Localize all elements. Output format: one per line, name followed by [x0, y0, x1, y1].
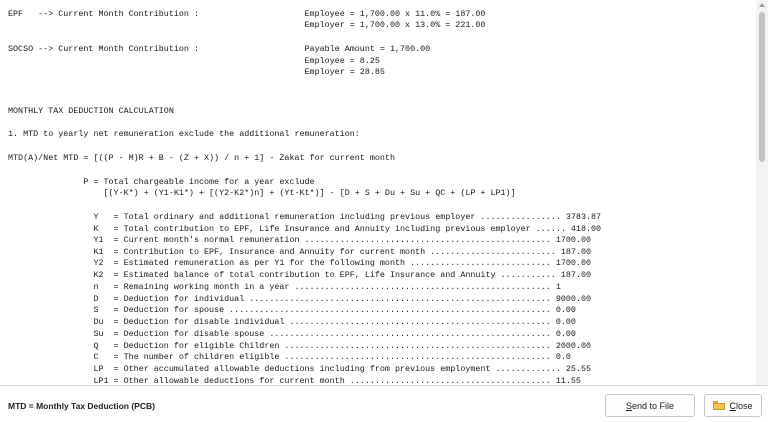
report-line: D = Deduction for individual ............................................................ 9000.00	[8, 294, 591, 304]
report-line: [(Y-K*) + (Y1-K1*) + [(Y2-K2*)n] + (Yt-Kt*)] - [D + S + Du + Su + QC + (LP + LP1)]	[8, 188, 516, 198]
close-button-mnemonic: C	[729, 400, 736, 411]
send-button-label: end to File	[631, 400, 675, 411]
report-line: Y1 = Current month's normal remuneration ................................................. 1700.00	[8, 235, 591, 245]
report-line: Q = Deduction for eligible Children ..................................................... 2000.00	[8, 341, 591, 351]
report-line: Employee = 8.25	[8, 56, 380, 66]
report-line: K1 = Contribution to EPF, Insurance and Annuity for current month ......................... 187.00	[8, 247, 591, 257]
close-button[interactable]	[704, 394, 762, 417]
report-line: Employer = 28.85	[8, 67, 385, 77]
report-line: 1. MTD to yearly net remuneration exclude the additional remuneration:	[8, 129, 360, 139]
folder-icon	[713, 401, 725, 410]
footer-bar	[0, 386, 768, 422]
report-line: Du = Deduction for disable individual .................................................... 0.00	[8, 317, 576, 327]
report-line: K2 = Estimated balance of total contribution to EPF, Life Insurance and Annuity ........... 187.00	[8, 270, 591, 280]
send-button-mnemonic: S	[625, 400, 632, 411]
report-line: LP1 = Other allowable deductions for current month ........................................ 11.55	[8, 376, 581, 385]
report-line: LP = Other accumulated allowable deductions including from previous employment ............. 25.55	[8, 364, 591, 374]
close-button-label: lose	[735, 400, 753, 411]
report-line: S = Deduction for spouse ................................................................ 0.00	[8, 305, 576, 315]
report-line: EPF --> Current Month Contribution : Employee = 1,700.00 x 11.0% = 187.00	[8, 9, 486, 19]
report-line: SOCSO --> Current Month Contribution : Payable Amount = 1,700.00	[8, 44, 431, 54]
report-line: MTD(A)/Net MTD = [((P - M)R + B - (Z + X)) / n + 1] - Zakat for current month	[8, 153, 395, 163]
report-line: n = Remaining working month in a year ................................................... 1	[8, 282, 561, 292]
scroll-thumb[interactable]	[759, 12, 765, 162]
footer-legend-label: MTD = Monthly Tax Deduction (PCB)	[8, 401, 155, 411]
scroll-up-arrow-icon[interactable]	[759, 3, 765, 7]
send-to-file-button[interactable]	[605, 394, 695, 417]
report-line: Su = Deduction for disable spouse ........................................................ 0.00	[8, 329, 576, 339]
report-line: Employer = 1,700.00 x 13.0% = 221.00	[8, 20, 486, 30]
report-line: P = Total chargeable income for a year exclude	[8, 177, 315, 187]
vertical-scrollbar[interactable]	[756, 0, 768, 385]
report-line: Y2 = Estimated remuneration as per Y1 for the following month ............................ 1700.00	[8, 258, 591, 268]
report-line: K = Total contribution to EPF, Life Insurance and Annuity including previous employer ...... 418.00	[8, 224, 602, 234]
report-line: Y = Total ordinary and additional remuneration including previous employer ................ 3783.87	[8, 212, 602, 222]
report-line: C = The number of children eligible ..................................................... 0.0	[8, 352, 571, 362]
report-line: MONTHLY TAX DEDUCTION CALCULATION	[8, 106, 174, 116]
